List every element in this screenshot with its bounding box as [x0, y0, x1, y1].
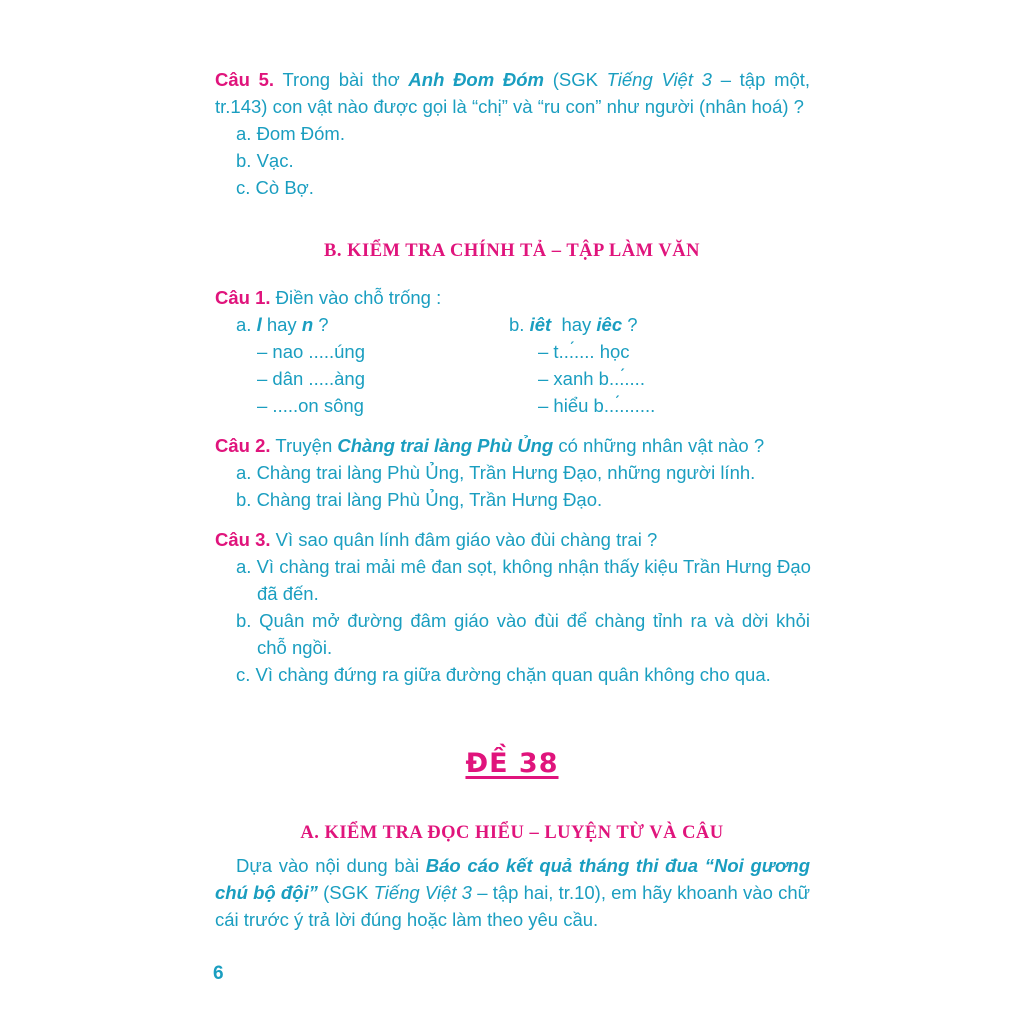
answer-option: c. Vì chàng đứng ra giữa đường chặn quan quân không cho qua. — [236, 664, 771, 685]
answer-option: a. Vì chàng trai mải mê đan sọt, không nhận thấy kiệu Trần Hưng Đạo — [236, 556, 811, 577]
fill-blank-item: – .....on sông — [257, 395, 364, 416]
q1-column-a-title: a. l hay n ? — [236, 314, 329, 335]
instruction-line-1: Dựa vào nội dung bài Báo cáo kết quả tháng thi đua “Noi gương — [236, 855, 810, 876]
instruction-line-2: chú bộ đội” (SGK Tiếng Việt 3 – tập hai, tr.10), em hãy khoanh vào chữ — [215, 882, 811, 903]
answer-option: b. Chàng trai làng Phù Ủng, Trần Hưng Đạo. — [236, 489, 603, 510]
question-5-line-1: Câu 5. Trong bài thơ Anh Đom Đóm (SGK Tiếng Việt 3 – tập một, — [215, 69, 811, 90]
fill-blank-item: – nao .....úng — [257, 341, 366, 362]
q1-column-b-title: b. iêt hay iêc ? — [509, 314, 638, 335]
answer-option-cont: chỗ ngồi. — [257, 637, 333, 658]
exam-number-title: ĐỀ 38 — [465, 748, 559, 779]
page-number: 6 — [213, 963, 224, 984]
answer-option-cont: đã đến. — [257, 583, 319, 604]
question-5-line-2: tr.143) con vật nào được gọi là “chị” và “ru con” như người (nhân hoá) ? — [215, 96, 804, 117]
fill-blank-item: – t...́.... học — [538, 341, 630, 362]
fill-blank-item: – dân .....àng — [257, 368, 366, 389]
answer-option: a. Đom Đóm. — [236, 123, 345, 144]
section-a-heading: A. KIỂM TRA ĐỌC HIỂU – LUYỆN TỪ VÀ CÂU — [300, 823, 724, 843]
section-b-heading: B. KIỂM TRA CHÍNH TẢ – TẬP LÀM VĂN — [324, 241, 700, 261]
answer-option: c. Cò Bợ. — [236, 177, 314, 198]
answer-option: a. Chàng trai làng Phù Ủng, Trần Hưng Đạo, những người lính. — [236, 462, 756, 483]
fill-blank-item: – xanh b...́.... — [538, 368, 645, 389]
answer-option: b. Vạc. — [236, 150, 294, 171]
question-3: Câu 3. Vì sao quân lính đâm giáo vào đùi chàng trai ? — [215, 529, 658, 550]
question-2: Câu 2. Truyện Chàng trai làng Phù Ủng có những nhân vật nào ? — [215, 435, 765, 456]
answer-option: b. Quân mở đường đâm giáo vào đùi để chàng tỉnh ra và dời khỏi — [236, 610, 810, 631]
question-1: Câu 1. Điền vào chỗ trống : — [215, 287, 442, 308]
instruction-line-3: cái trước ý trả lời đúng hoặc làm theo yêu cầu. — [215, 909, 599, 930]
fill-blank-item: – hiểu b...́....... — [538, 395, 656, 416]
